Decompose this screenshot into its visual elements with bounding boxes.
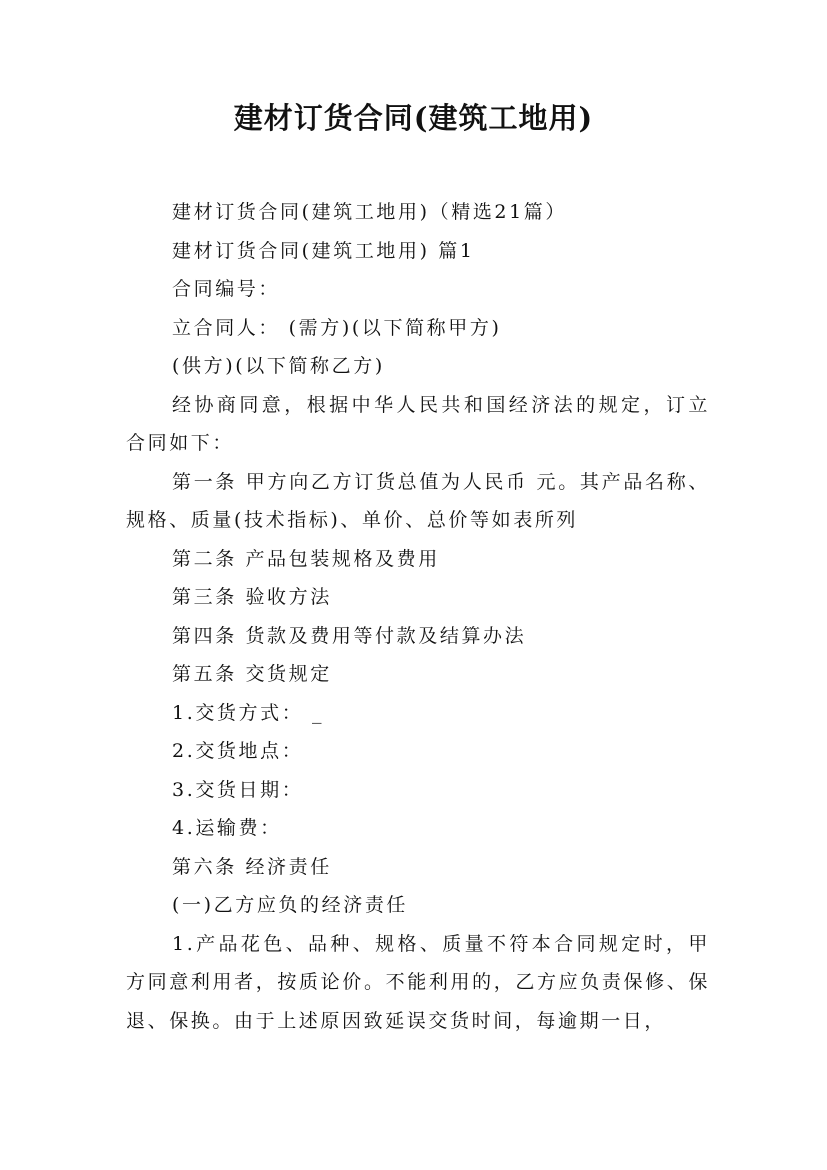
document-body xyxy=(126,193,710,1040)
paragraph-delivery-date: 3.交货日期： xyxy=(172,778,304,801)
paragraph-contract-number: 合同编号： xyxy=(172,278,281,300)
paragraph-article-heading: 建材订货合同(建筑工地用) 篇1 xyxy=(172,239,475,262)
paragraph-delivery-location: 2.交货地点： xyxy=(172,740,304,762)
paragraph-article-3: 第三条 验收方法 xyxy=(172,586,332,608)
paragraph-article-4: 第四条 货款及费用等付款及结算办法 xyxy=(172,624,527,647)
paragraph-article-2: 第二条 产品包装规格及费用 xyxy=(172,547,440,570)
paragraph-article-1: 第一条 甲方向乙方订货总值为人民币 元。其产品名称、规格、质量(技术指标)、单价、总价等如表所列 xyxy=(126,470,710,531)
paragraph-delivery-method: 1.交货方式： _ xyxy=(172,701,325,724)
paragraph-article-5: 第五条 交货规定 xyxy=(172,663,332,685)
paragraph-contracting-party-supplier: (供方)(以下简称乙方) xyxy=(172,355,385,377)
paragraph-transport-fee: 4.运输费： xyxy=(172,817,282,839)
paragraph-contracting-party-buyer: 立合同人： (需方)(以下简称甲方) xyxy=(172,316,502,339)
paragraph-collection-title: 建材订货合同(建筑工地用)（精选21篇） xyxy=(172,201,568,223)
paragraph-liability-item-1: 1.产品花色、品种、规格、质量不符本合同规定时，甲方同意利用者，按质论价。不能利用的，乙方应负责保修、保退、保换。由于上述原因致延误交货时间，每逾期一日， xyxy=(126,932,710,1032)
document-title: 建材订货合同(建筑工地用) xyxy=(233,101,594,135)
paragraph-article-6: 第六条 经济责任 xyxy=(172,855,332,878)
paragraph-agreement-intro: 经协商同意，根据中华人民共和国经济法的规定，订立合同如下： xyxy=(126,393,710,454)
paragraph-supplier-liability: (一)乙方应负的经济责任 xyxy=(172,894,409,916)
